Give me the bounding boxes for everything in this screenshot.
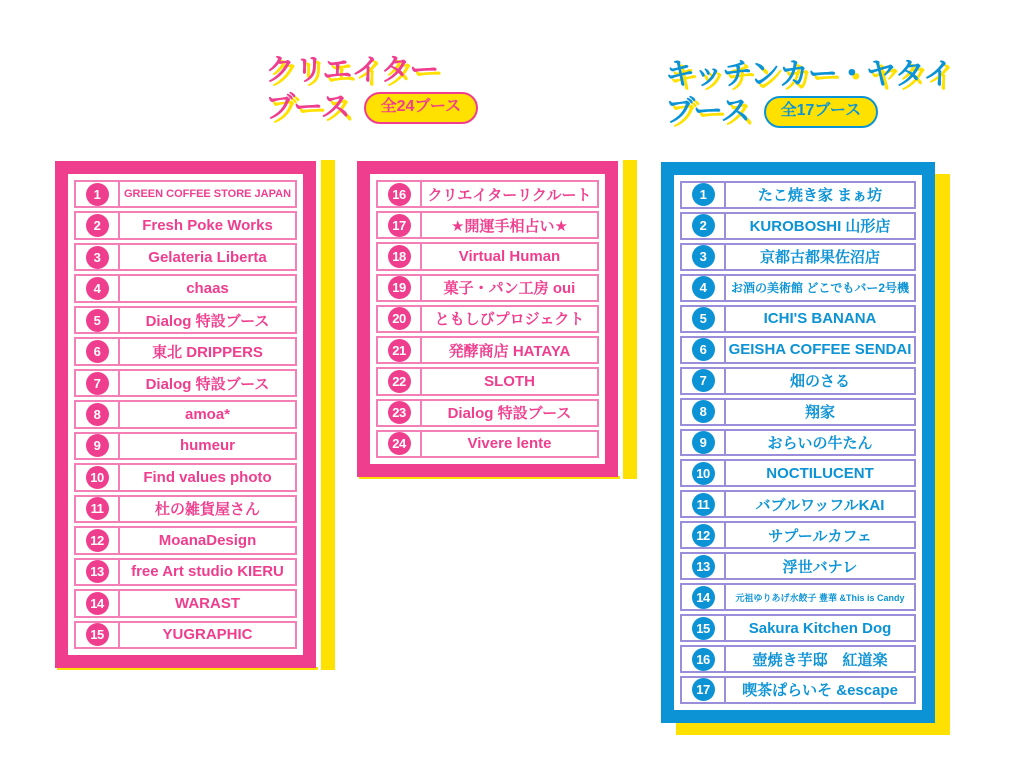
booth-number-badge: 13 [86,560,109,583]
booth-name: 元祖ゆりあげ水餃子 豊華 &This is Candy [735,592,905,603]
booth-name: WARAST [175,594,240,612]
kitchen-count-badge: 全17ブース [764,96,879,128]
booth-number-badge: 15 [692,617,715,640]
booth-number-badge: 1 [86,183,109,206]
booth-number-cell [378,401,422,425]
kitchen-title-line2 [665,95,952,130]
booth-row [74,526,297,554]
booth-name: ★開運手相占い★ [451,217,568,235]
booth-name-cell [120,623,295,647]
booth-name: サプールカフェ [768,527,872,545]
booth-name: GEISHA COFFEE SENDAI [728,341,912,359]
booth-name-cell [120,528,295,552]
booth-row [376,430,599,458]
booth-row [680,645,916,673]
booth-number-cell [378,213,422,237]
booth-number-cell [76,434,120,458]
booth-name-cell [422,244,597,268]
booth-row [376,274,599,302]
booth-number-cell [76,497,120,521]
booth-name-cell [726,678,914,702]
booth-row [74,463,297,491]
booth-number-cell [378,244,422,268]
creator-section-title [265,54,478,125]
booth-name: 翔家 [804,404,835,422]
booth-name: Dialog 特設ブース [447,405,572,423]
booth-number-cell [76,245,120,269]
booth-number-badge: 18 [388,245,411,268]
booth-name: ともしびプロジェクト [434,311,585,329]
booth-row [680,305,916,333]
booth-name: たこ焼き家 まぁ坊 [757,187,883,205]
booth-number-cell [76,465,120,489]
booth-number-badge: 22 [388,370,411,393]
booth-name: 杜の雑貨屋さん [154,501,260,519]
booth-name-cell [120,497,295,521]
booth-name: YUGRAPHIC [162,626,253,644]
booth-name: free Art studio KIERU [131,563,284,581]
booth-number-cell [76,560,120,584]
booth-number-cell [378,432,422,456]
booth-name-cell [120,213,295,237]
booth-number-badge: 21 [388,339,411,362]
booth-row [680,212,916,240]
booth-name-cell [120,276,295,300]
booth-name: GREEN COFFEE STORE JAPAN [123,188,292,201]
creator-title-booth-word: ブース [265,90,350,124]
booth-number-badge: 19 [388,276,411,299]
booth-name-cell [726,276,914,300]
booth-number-badge: 17 [692,678,715,701]
booth-number-cell [378,369,422,393]
booth-row [74,306,297,334]
booth-name: Virtual Human [458,248,561,266]
creator-count-badge: 全24ブース [364,92,479,124]
booth-name: クリエイターリクルート [427,186,592,204]
booth-name: humeur [179,437,235,455]
booth-number-cell [682,214,726,238]
booth-name-cell [120,560,295,584]
booth-name: Dialog 特設ブース [145,312,270,330]
booth-number-badge: 16 [692,648,715,671]
booth-number-badge: 8 [86,403,109,426]
booth-name: Find values photo [143,468,272,486]
booth-name: 菓子・パン工房 oui [443,280,576,298]
booth-row [680,583,916,611]
yellow-shadow-stripe [321,160,335,670]
booth-name: Dialog 特設ブース [145,375,270,393]
booth-name-cell [726,554,914,578]
booth-number-badge: 23 [388,401,411,424]
booth-number-badge: 13 [692,555,715,578]
booth-row [680,614,916,642]
booth-row [376,242,599,270]
booth-number-cell [682,307,726,331]
booth-name-cell [422,432,597,456]
booth-name: Fresh Poke Works [142,217,273,235]
booth-number-cell [76,623,120,647]
booth-name-cell [726,183,914,207]
booth-number-badge: 5 [692,307,715,330]
booth-row [376,367,599,395]
booth-row [74,337,297,365]
booth-row [376,305,599,333]
booth-number-cell [76,276,120,300]
booth-row [680,336,916,364]
booth-table [55,161,316,668]
booth-name-cell [726,461,914,485]
creator-booth-table-2 [357,161,618,477]
booth-number-cell [76,591,120,615]
booth-row [680,490,916,518]
booth-name: 発酵商店 HATAYA [448,342,571,360]
booth-name: 浮世バナレ [782,558,858,576]
booth-row [680,459,916,487]
booth-number-badge: 11 [692,493,715,516]
booth-row [74,211,297,239]
booth-name-cell [726,431,914,455]
booth-name: バブルワッフルKAI [755,496,885,514]
booth-name-cell [726,616,914,640]
booth-number-badge: 7 [86,372,109,395]
booth-name-cell [726,214,914,238]
booth-number-badge: 16 [388,183,411,206]
booth-row [376,336,599,364]
booth-name-cell [120,591,295,615]
booth-number-cell [76,339,120,363]
booth-name-cell [726,307,914,331]
booth-row [680,181,916,209]
booth-number-cell [682,431,726,455]
booth-number-badge: 7 [692,369,715,392]
booth-row [74,589,297,617]
booth-name: 喫茶ぱらいそ &escape [742,682,898,700]
booth-number-badge: 9 [692,431,715,454]
booth-number-badge: 8 [692,400,715,423]
booth-row [74,180,297,208]
booth-number-badge: 14 [692,586,715,609]
booth-name-cell [726,492,914,516]
kitchen-title-line1: キッチンカー・ヤタイ [665,58,952,91]
booth-number-cell [682,461,726,485]
booth-number-cell [682,616,726,640]
booth-name-cell [726,523,914,547]
creator-booth-table-1 [55,161,316,668]
booth-number-badge: 2 [86,214,109,237]
booth-name-cell [422,401,597,425]
booth-number-cell [682,338,726,362]
booth-number-cell [682,245,726,269]
booth-name-cell [422,307,597,331]
booth-number-badge: 12 [692,524,715,547]
creator-title-line2 [265,91,478,126]
booth-name: 京都古都果佐沼店 [759,249,880,267]
booth-number-badge: 5 [86,309,109,332]
booth-row [74,495,297,523]
booth-number-badge: 3 [692,245,715,268]
booth-row [680,398,916,426]
booth-name: SLOTH [484,372,535,390]
booth-name: 壺焼き芋邸 紅道楽 [752,651,888,669]
booth-name-cell [726,245,914,269]
booth-name-cell [120,245,295,269]
booth-number-cell [682,400,726,424]
booth-number-badge: 17 [388,214,411,237]
booth-number-badge: 9 [86,434,109,457]
booth-number-cell [378,182,422,206]
booth-name: KUROBOSHI 山形店 [749,218,891,236]
booth-number-badge: 10 [86,466,109,489]
booth-name: 畑のさる [789,373,850,391]
booth-name-cell [422,213,597,237]
booth-row [680,367,916,395]
booth-name-cell [726,585,914,609]
booth-name: お酒の美術館 どこでもバー2号機 [730,281,909,296]
booth-name-cell [120,182,295,206]
booth-number-cell [76,402,120,426]
booth-row [74,621,297,649]
booth-number-cell [76,308,120,332]
yellow-shadow-stripe [623,160,637,479]
booth-name-cell [120,371,295,395]
booth-number-cell [378,307,422,331]
booth-table [661,162,935,723]
booth-number-badge: 4 [86,277,109,300]
booth-number-badge: 11 [86,497,109,520]
booth-name-cell [120,402,295,426]
booth-name-cell [422,276,597,300]
booth-name: MoanaDesign [158,531,257,549]
booth-number-badge: 4 [692,276,715,299]
booth-name-cell [726,647,914,671]
booth-name-cell [726,338,914,362]
booth-number-badge: 20 [388,307,411,330]
booth-number-cell [682,523,726,547]
booth-row [680,521,916,549]
booth-name-cell [422,182,597,206]
booth-row [376,180,599,208]
booth-row [376,211,599,239]
booth-number-badge: 10 [692,462,715,485]
booth-row [74,243,297,271]
booth-number-cell [76,371,120,395]
booth-number-badge: 6 [86,340,109,363]
booth-name: amoa* [184,406,231,424]
booth-name: chaas [186,280,229,298]
booth-number-badge: 3 [86,246,109,269]
booth-name: Sakura Kitchen Dog [748,619,892,637]
booth-row [74,432,297,460]
kitchen-section-title [665,58,952,129]
booth-number-badge: 14 [86,592,109,615]
booth-number-badge: 1 [692,183,715,206]
booth-number-cell [76,213,120,237]
booth-number-cell [682,369,726,393]
booth-number-cell [682,183,726,207]
booth-number-cell [76,528,120,552]
booth-row [74,274,297,302]
booth-row [680,429,916,457]
booth-name-cell [120,465,295,489]
booth-row [74,369,297,397]
booth-number-cell [682,647,726,671]
kitchen-booth-table [661,162,935,723]
booth-number-cell [76,182,120,206]
booth-row [680,552,916,580]
kitchen-title-booth-word: ブース [665,94,750,128]
booth-number-badge: 15 [86,623,109,646]
booth-number-badge: 2 [692,214,715,237]
booth-name-cell [422,369,597,393]
booth-row [74,558,297,586]
booth-row [680,243,916,271]
booth-number-cell [378,276,422,300]
booth-name-cell [726,400,914,424]
booth-name: Gelateria Liberta [148,248,267,266]
booth-row [680,676,916,704]
booth-name-cell [120,308,295,332]
booth-name-cell [120,339,295,363]
booth-name: NOCTILUCENT [766,464,874,482]
booth-name: ICHI'S BANANA [763,310,877,328]
booth-row [376,399,599,427]
booth-name: Vivere lente [467,435,552,453]
creator-title-line1: クリエイター [265,54,439,87]
booth-number-cell [682,678,726,702]
booth-row [680,274,916,302]
booth-number-cell [378,338,422,362]
booth-number-cell [682,276,726,300]
booth-name-cell [422,338,597,362]
booth-name-cell [726,369,914,393]
booth-table [357,161,618,477]
booth-name-cell [120,434,295,458]
booth-number-badge: 6 [692,338,715,361]
booth-number-cell [682,585,726,609]
booth-name: おらいの牛たん [767,434,873,452]
booth-name: 東北 DRIPPERS [152,344,263,362]
booth-number-badge: 12 [86,529,109,552]
booth-number-badge: 24 [388,432,411,455]
booth-number-cell [682,492,726,516]
booth-row [74,400,297,428]
booth-number-cell [682,554,726,578]
